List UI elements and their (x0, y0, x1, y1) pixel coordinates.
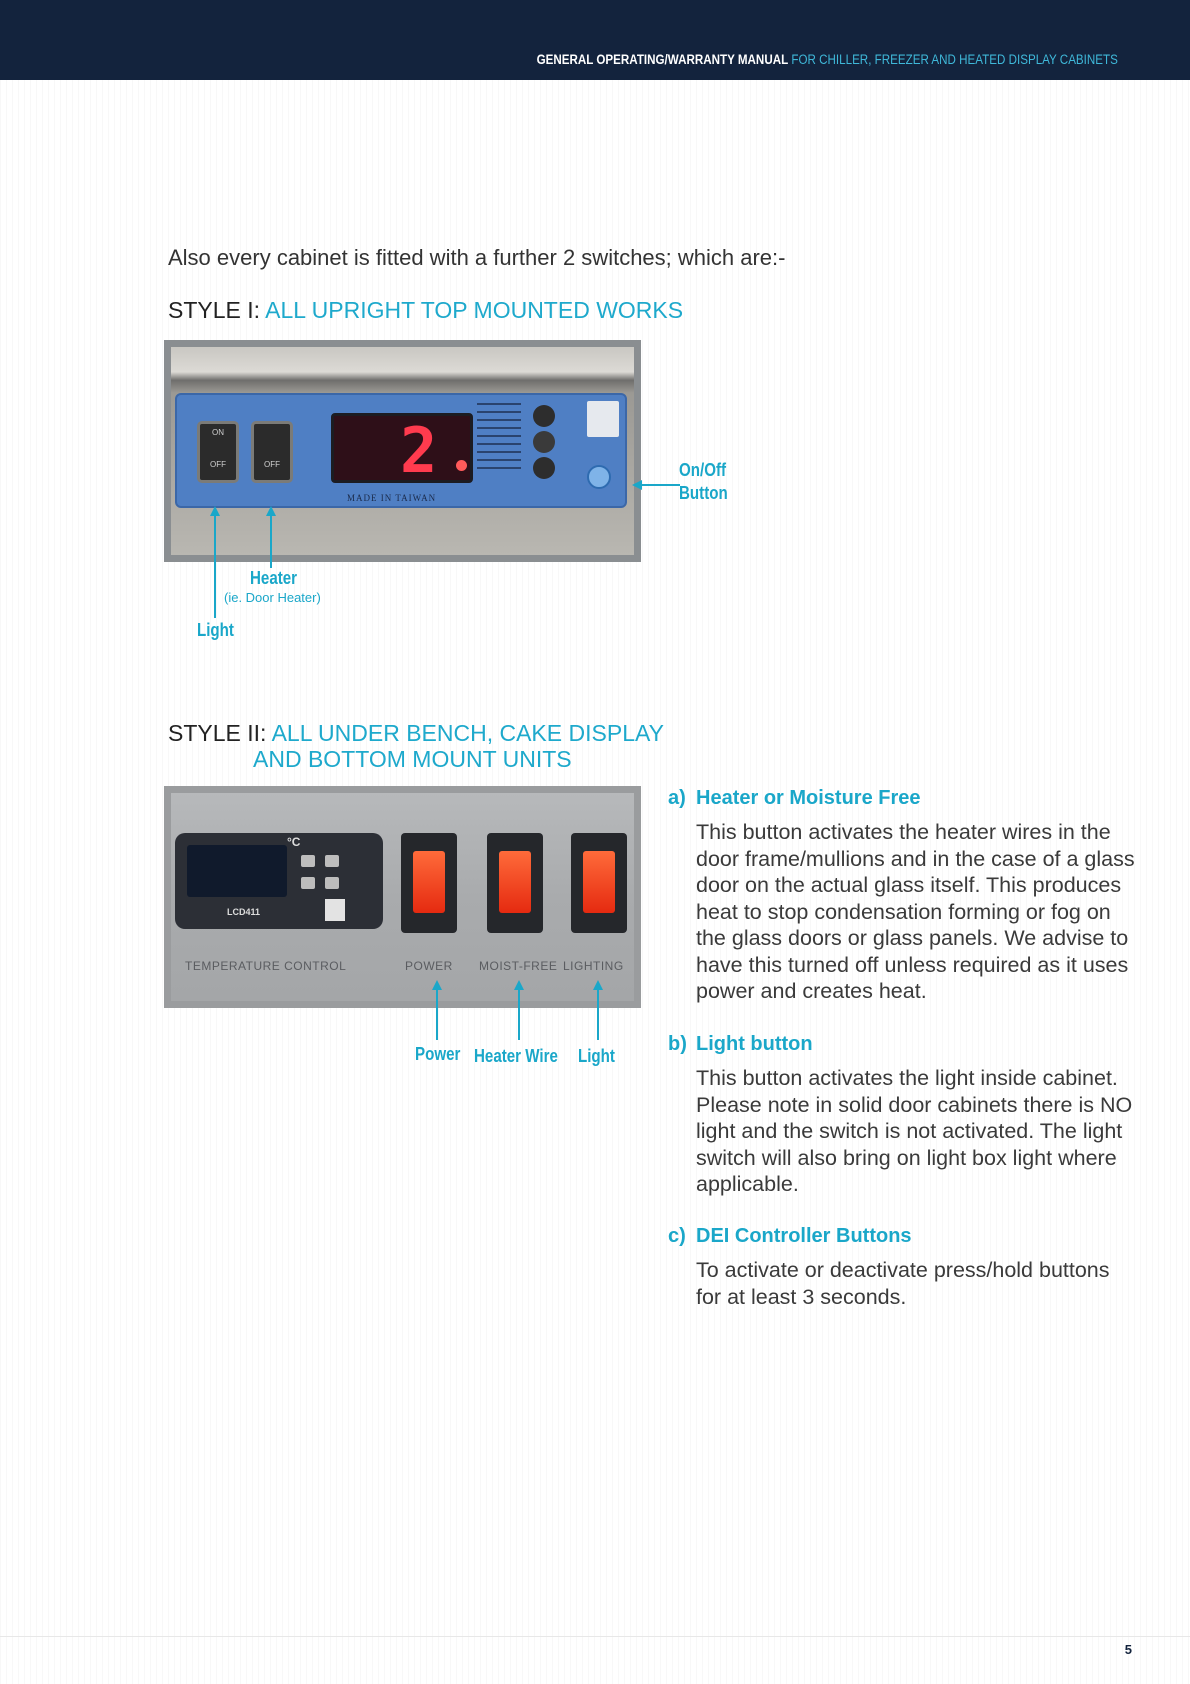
item-a-heading (668, 787, 921, 810)
controller-model: LCD411 (227, 907, 261, 917)
unit-symbol: °C (287, 835, 301, 849)
temperature-control-label: TEMPERATURE CONTROL (185, 959, 347, 973)
onoff-arrow-icon (632, 480, 642, 490)
heater-callout-label: Heater (250, 568, 298, 588)
controller-display (187, 845, 287, 897)
controller-up-key (301, 855, 315, 867)
button-callout-label: Button (679, 483, 728, 503)
heater-wire-callout-label: Heater Wire (474, 1046, 558, 1066)
onoff-callout-label: On/Off (679, 460, 727, 480)
header-title (537, 52, 1118, 67)
switch-on-label: ON (212, 428, 224, 437)
style1-control-panel-photo (164, 340, 641, 562)
power-icon (587, 465, 611, 489)
control-panel (175, 393, 627, 508)
power-callout-line (436, 988, 438, 1040)
style1-prefix: STYLE I: (168, 297, 261, 323)
style2-prefix: STYLE II: (168, 720, 267, 746)
controller-down-key (301, 877, 315, 889)
style2-control-panel-photo (164, 786, 641, 1008)
style2-heading-line2 (253, 746, 572, 773)
item-b-body: This button activates the light inside cabinet. Please note in solid door cabinets there is NO light and the switch is not activated. The light switch will also bring on light box light where applicable. (696, 1066, 1133, 1196)
header-title-bold: GENERAL OPERATING/WARRANTY MANUAL (536, 52, 789, 67)
down-arrow-icon (533, 457, 555, 479)
temperature-controller (175, 833, 383, 929)
item-c-heading (668, 1225, 912, 1248)
page-number: 5 (1124, 1642, 1132, 1657)
light2-callout-line (597, 988, 599, 1040)
style2-heading (168, 720, 664, 747)
light-callout-line (214, 514, 216, 618)
moist-free-switch (487, 833, 543, 933)
footer-divider (0, 1636, 1190, 1637)
brand-logo-icon (587, 401, 619, 437)
item-c-letter: c) (668, 1225, 686, 1247)
item-a-title: Heater or Moisture Free (696, 787, 921, 809)
display-indicator-dot (456, 460, 467, 471)
switch-off-label: OFF (264, 460, 280, 469)
power-label: POWER (405, 959, 453, 973)
brand-logo-icon (325, 899, 345, 921)
made-in-label: MADE IN TAIWAN (347, 493, 437, 503)
item-b-letter: b) (668, 1033, 687, 1055)
item-c-body: To activate or deactivate press/hold buttons for at least 3 seconds. (696, 1258, 1110, 1309)
light-switch (197, 421, 239, 483)
temperature-display (331, 413, 473, 487)
panel-legend-text (477, 403, 521, 473)
item-b-title: Light button (696, 1033, 813, 1055)
display-digit: 2 (400, 414, 438, 487)
intro-text: Also every cabinet is fitted with a further 2 switches; which are:- (168, 245, 786, 270)
onoff-callout-line (640, 484, 680, 486)
controller-set-key (325, 855, 339, 867)
switch-off-label: OFF (210, 460, 226, 469)
style1-heading (168, 297, 683, 324)
power-switch (401, 833, 457, 933)
light-callout-label: Light (197, 620, 234, 640)
set-button-icon (533, 431, 555, 453)
heater-callout-note: (ie. Door Heater) (224, 590, 321, 605)
item-a-body: This button activates the heater wires in the door frame/mullions and in the case of a glass door on the actual glass itself. This produces heat to stop condensation forming or fog on the glass doors or glass panels. We advise to have this turned off unless required as it uses power and creates heat. (696, 820, 1135, 1003)
controller-def-key (325, 877, 339, 889)
lighting-label: LIGHTING (563, 959, 624, 973)
page-header (0, 0, 1190, 80)
lighting-switch (571, 833, 627, 933)
power-callout-label: Power (415, 1044, 461, 1064)
style2-title-line2: AND BOTTOM MOUNT UNITS (253, 746, 572, 772)
item-c-title: DEI Controller Buttons (696, 1225, 912, 1247)
heater-callout-line (270, 514, 272, 568)
item-a-letter: a) (668, 787, 686, 809)
header-title-light: FOR CHILLER, FREEZER AND HEATED DISPLAY CABINETS (791, 52, 1118, 67)
moist-free-label: MOIST-FREE (479, 959, 558, 973)
heater-switch (251, 421, 293, 483)
heater-wire-callout-line (518, 988, 520, 1040)
style2-title-line1: ALL UNDER BENCH, CAKE DISPLAY (271, 720, 664, 746)
item-b-heading (668, 1033, 813, 1056)
light2-callout-label: Light (578, 1046, 615, 1066)
style1-title: ALL UPRIGHT TOP MOUNTED WORKS (265, 297, 684, 323)
up-arrow-icon (533, 405, 555, 427)
